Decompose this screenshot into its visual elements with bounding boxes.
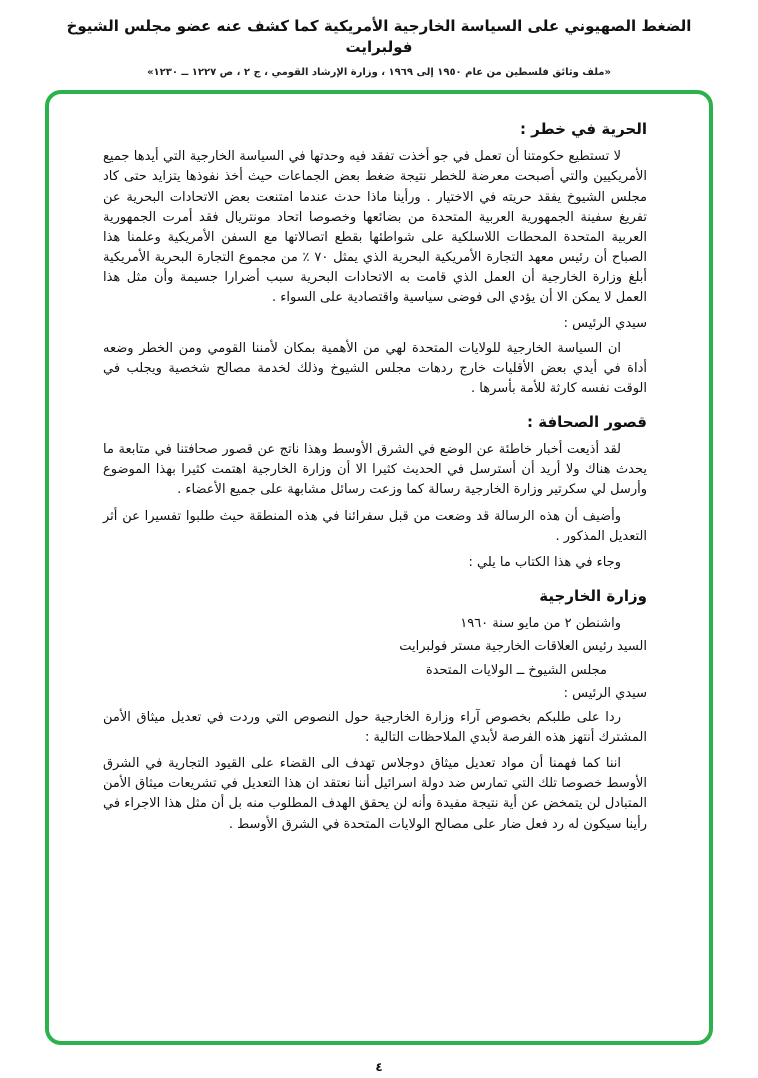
document-body [49,94,709,857]
section-heading-freedom-in-danger: الحرية في خطر : [519,120,647,138]
letter-addressee-line: السيد رئيس العلاقات الخارجية مستر فولبرايت [399,639,647,655]
paragraph-ambassadors-letter: وأضيف أن هذه الرسالة قد وضعت من قبل سفرائنا في هذه المنطقة حيث طلبوا تفسيرا عن أثر التعديل المذكور . [103,508,647,544]
header-subtitle: «ملف وثائق فلسطين من عام ١٩٥٠ إلى ١٩٦٩ ، وزارة الإرشاد القومي ، ج ٢ ، ص ١٢٢٧ ــ ١٢٣٠» [147,67,611,78]
paragraph-reply-to-request: ردا على طلبكم بخصوص آراء وزارة الخارجية حول النصوص التي وردت في تعديل ميثاق الأمن المشترك أنتهز هذه الفرصة لأبدي الملاحظات التالية : [103,709,647,745]
letter-addressee-line-2: مجلس الشيوخ ــ الولايات المتحدة [425,662,607,678]
paragraph-national-security: ان السياسة الخارجية للولايات المتحدة لهي من الأهمية بمكان لأمننا القومي ومن الخطر وضعه أداة في أيدي بعض الأقليات خارج ردهات مجلس الشيوخ وذلك لخدمة مصالح شخصية ويجلب في الوقت نفسه كارثة للأمة بأسرها . [103,340,647,396]
paragraph-foreign-policy-pressure: لا تستطيع حكومتنا أن تعمل في جو أخذت تفقد فيه وحدتها في السياسة الخارجية التي أيدها جميع الأمريكيين والتي أصبحت معرضة للخطر نتيجة ضغط بعض الجماعات حيث أخذ نفوذها يتزايد حتى كاد مجلس الشيوخ يفقد حريته في الاختيار . ورأينا ماذا حدث عندما امتنعت بعض الاتحادات البحرية عن تفريغ سفينة الجمهورية العربية المتحدة من بضائعها وخصوصا اتحاد مونتريال فقد أمرت الجمهورية العربية المتحدة المحطات اللاسلكية على شواطئها بقطع اتصالاتها مع السفن الأمريكية وعلمنا هذا الصباح أن رئيس معهد التجارة الأمريكية البحرية الذي يمثل ٧٠ ٪ من مجموع التجارة البحرية الأمريكية أبلغ وزارة الخارجية أن العمل الذي قامت به الاتحادات البحرية سبب أضرارا جسيمة وأن مثل هذا العمل لا يمكن الا أن يؤدي الى فوضى سياسية واقتصادية على السواء . [103,149,648,306]
document-header [0,0,758,78]
header-title: الضغط الصهيوني على السياسة الخارجية الأمريكية كما كشف عنه عضو مجلس الشيوخ فولبرايت [66,17,692,56]
paragraph-douglas-amendment: اننا كما فهمنا أن مواد تعديل ميثاق دوجلاس تهدف الى القضاء على القيود التجارية في الشرق الأوسط خصوصا تلك التي تمارس ضد دولة اسرائيل أننا نعتقد ان هذا التعديل في تشريعات ميثاق الأمن المتبادل لن يتمخض عن أية نتيجة مفيدة وأنه لن يحقق الهدف المطلوب منه بل أن مثل هذا الاجراء في رأينا سيكون له رد فعل ضار على مصالح الولايات المتحدة في الشرق الأوسط . [103,756,647,832]
section-heading-press-shortcomings: قصور الصحافة : [527,412,647,431]
salutation-line: سيدي الرئيس : [563,316,647,332]
paragraph-letter-intro: وجاء في هذا الكتاب ما يلي : [468,554,621,570]
letter-date-line: واشنطن ٢ من مايو سنة ١٩٦٠ [460,616,621,632]
green-border-frame [45,90,713,1045]
salutation-line: سيدي الرئيس : [563,685,647,701]
section-heading-foreign-ministry: وزارة الخارجية [539,587,647,606]
paragraph-false-news: لقد أذيعت أخبار خاطئة عن الوضع في الشرق الأوسط وهذا ناتج عن قصور صحافتنا في متابعة ما يحدث هناك ولا أريد أن أسترسل في الحديث كثيرا الا أن وزارة الخارجية اهتمت كثيرا بهذا الموضوع وأرسل لي سكرتير وزارة الخارجية رسالة كما وزعت رسائل مشابهة على جميع الأعضاء . [103,442,647,498]
page-number: ٤ [375,1060,383,1074]
